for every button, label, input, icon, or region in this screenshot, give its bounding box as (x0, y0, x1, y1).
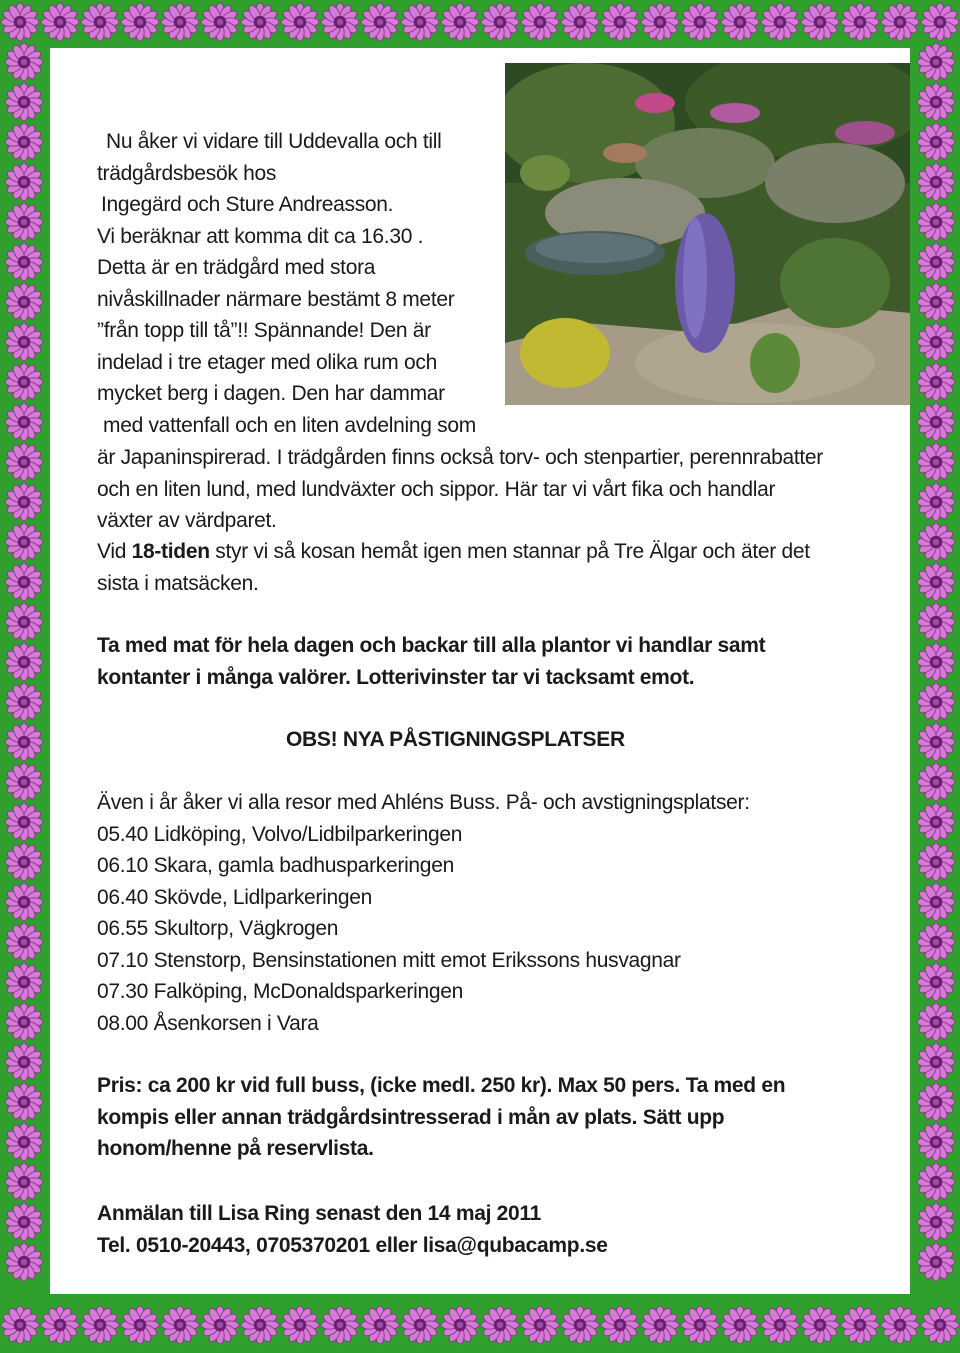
flower-icon (5, 963, 43, 1001)
flower-icon (161, 3, 199, 41)
flower-icon (917, 563, 955, 601)
flower-icon (5, 243, 43, 281)
flower-icon (5, 803, 43, 841)
flower-icon (917, 1163, 955, 1201)
flower-icon (917, 203, 955, 241)
stop-item: 08.00 Åsenkorsen i Vara (97, 1011, 319, 1035)
flower-icon (881, 1306, 919, 1344)
intro-line: trädgårdsbesök hos (97, 161, 277, 185)
flower-icon (5, 1243, 43, 1281)
flower-icon (681, 1306, 719, 1344)
stop-item: 07.10 Stenstorp, Bensinstationen mitt emot Erikssons husvagnar (97, 948, 681, 972)
flower-icon (5, 603, 43, 641)
registration-line: Anmälan till Lisa Ring senast den 14 maj 2011 (97, 1202, 542, 1225)
price-line: Pris: ca 200 kr vid full buss, (icke medl. 250 kr). Max 50 pers. Ta med en (97, 1074, 786, 1097)
flower-icon (921, 1306, 959, 1344)
flower-icon (201, 1306, 239, 1344)
flower-icon (681, 3, 719, 41)
flower-icon (441, 3, 479, 41)
flower-icon (917, 1003, 955, 1041)
flower-icon (801, 3, 839, 41)
flower-icon (917, 483, 955, 521)
flower-icon (721, 3, 759, 41)
flower-icon (5, 683, 43, 721)
flower-icon (917, 683, 955, 721)
flower-icon (801, 1306, 839, 1344)
flower-icon (5, 763, 43, 801)
flower-icon (5, 483, 43, 521)
flower-icon (5, 923, 43, 961)
flower-icon (917, 1083, 955, 1121)
stops-intro: Även i år åker vi alla resor med Ahléns Buss. På- och avstigningsplatser: (97, 791, 750, 814)
flower-icon (5, 83, 43, 121)
flower-icon (121, 3, 159, 41)
flower-icon (5, 563, 43, 601)
flower-icon (917, 1043, 955, 1081)
flower-icon (5, 1003, 43, 1041)
flower-icon (201, 3, 239, 41)
flower-icon (5, 723, 43, 761)
flower-icon (917, 763, 955, 801)
intro-line: indelad i tre etager med olika rum och (97, 350, 437, 374)
return-paragraph (97, 536, 810, 599)
flower-icon (41, 3, 79, 41)
flower-icon (5, 523, 43, 561)
price-paragraph (97, 1070, 785, 1165)
return-line: Vid 18-tiden styr vi så kosan hemåt igen men stannar på Tre Älgar och äter det (97, 540, 810, 563)
flower-icon (5, 403, 43, 441)
flower-icon (561, 1306, 599, 1344)
flower-icon (917, 963, 955, 1001)
registration-paragraph (97, 1198, 608, 1261)
flower-icon (917, 1243, 955, 1281)
price-line: honom/henne på reservlista. (97, 1137, 374, 1160)
flower-icon (281, 3, 319, 41)
intro-line: med vattenfall och en liten avdelning som (103, 413, 476, 437)
intro-line: nivåskillnader närmare bestämt 8 meter (97, 287, 455, 311)
flower-icon (5, 363, 43, 401)
flower-icon (601, 1306, 639, 1344)
bring-line: Ta med mat för hela dagen och backar till alla plantor vi handlar samt (97, 634, 766, 657)
flower-icon (5, 283, 43, 321)
flower-icon (917, 323, 955, 361)
garden-photo (505, 63, 910, 405)
flower-icon (841, 3, 879, 41)
flower-icon (521, 1306, 559, 1344)
flower-icon (5, 1123, 43, 1161)
flower-icon (917, 883, 955, 921)
price-line: kompis eller annan trädgårdsintresserad i mån av plats. Sätt upp (97, 1105, 725, 1129)
flower-icon (601, 3, 639, 41)
flower-icon (917, 1203, 955, 1241)
flower-icon (321, 1306, 359, 1344)
flower-icon (321, 3, 359, 41)
flower-icon (5, 1043, 43, 1081)
flower-icon (5, 883, 43, 921)
flower-icon (121, 1306, 159, 1344)
flower-icon (401, 1306, 439, 1344)
flower-icon (917, 723, 955, 761)
flower-icon (917, 843, 955, 881)
flower-icon (361, 3, 399, 41)
flower-icon (761, 3, 799, 41)
stop-item: 06.55 Skultorp, Vägkrogen (97, 917, 339, 940)
stop-item: 07.30 Falköping, McDonaldsparkeringen (97, 980, 463, 1003)
flower-icon (561, 3, 599, 41)
flower-icon (917, 643, 955, 681)
flower-icon (41, 1306, 79, 1344)
flower-icon (5, 1083, 43, 1121)
flower-icon (5, 643, 43, 681)
flower-icon (361, 1306, 399, 1344)
intro-line: mycket berg i dagen. Den har dammar (97, 382, 445, 405)
flower-icon (481, 1306, 519, 1344)
flower-icon (241, 3, 279, 41)
flower-icon (1, 3, 39, 41)
stop-item: 06.10 Skara, gamla badhusparkeringen (97, 854, 454, 877)
return-line: sista i matsäcken. (97, 571, 259, 595)
flower-icon (721, 1306, 759, 1344)
flower-icon (641, 1306, 679, 1344)
flower-icon (917, 523, 955, 561)
intro-line: Nu åker vi vidare till Uddevalla och till (106, 130, 442, 153)
flower-icon (81, 1306, 119, 1344)
flower-icon (281, 1306, 319, 1344)
flower-icon (1, 1306, 39, 1344)
flower-icon (881, 3, 919, 41)
flower-icon (441, 1306, 479, 1344)
contact-line: Tel. 0510-20443, 0705370201 eller lisa@qubacamp.se (97, 1233, 608, 1257)
flower-icon (5, 163, 43, 201)
flower-icon (917, 163, 955, 201)
flower-icon (841, 1306, 879, 1344)
flower-icon (481, 3, 519, 41)
stop-item: 06.40 Skövde, Lidlparkeringen (97, 885, 372, 909)
flower-icon (917, 403, 955, 441)
intro-line: Detta är en trädgård med stora (97, 256, 376, 279)
flower-icon (641, 3, 679, 41)
body-line: är Japaninspirerad. I trädgården finns också torv- och stenpartier, perennrabatter (97, 446, 823, 469)
flower-icon (81, 3, 119, 41)
flower-icon (5, 1163, 43, 1201)
flower-icon (5, 323, 43, 361)
flower-icon (921, 3, 959, 41)
flower-icon (5, 843, 43, 881)
flower-icon (5, 43, 43, 81)
flower-icon (5, 123, 43, 161)
body-paragraph (97, 442, 823, 537)
flower-icon (917, 923, 955, 961)
flower-icon (401, 3, 439, 41)
body-line: och en liten lund, med lundväxter och sippor. Här tar vi vårt fika och handlar (97, 477, 776, 501)
flower-icon (917, 603, 955, 641)
flower-icon (5, 203, 43, 241)
bring-paragraph (97, 630, 765, 693)
body-line: växter av värdparet. (97, 509, 277, 532)
stop-item: 05.40 Lidköping, Volvo/Lidbilparkeringen (97, 822, 463, 846)
flower-icon (761, 1306, 799, 1344)
intro-line: Vi beräknar att komma dit ca 16.30 . (97, 224, 424, 248)
flower-icon (917, 123, 955, 161)
flower-icon (917, 363, 955, 401)
intro-line: ”från topp till tå”!! Spännande! Den är (97, 319, 431, 342)
flower-icon (521, 3, 559, 41)
flower-icon (5, 443, 43, 481)
flower-icon (917, 1123, 955, 1161)
flower-icon (161, 1306, 199, 1344)
flower-icon (917, 283, 955, 321)
flower-icon (917, 83, 955, 121)
intro-line: Ingegärd och Sture Andreasson. (101, 193, 394, 216)
flower-icon (241, 1306, 279, 1344)
flower-icon (917, 243, 955, 281)
intro-paragraph (97, 126, 476, 441)
flower-icon (917, 443, 955, 481)
flower-icon (5, 1203, 43, 1241)
stops-list (97, 787, 750, 1039)
bring-line: kontanter i många valörer. Lotterivinster tar vi tacksamt emot. (97, 665, 695, 689)
obs-heading: OBS! NYA PÅSTIGNINGSPLATSER (286, 728, 625, 751)
flower-icon (917, 43, 955, 81)
flower-icon (917, 803, 955, 841)
